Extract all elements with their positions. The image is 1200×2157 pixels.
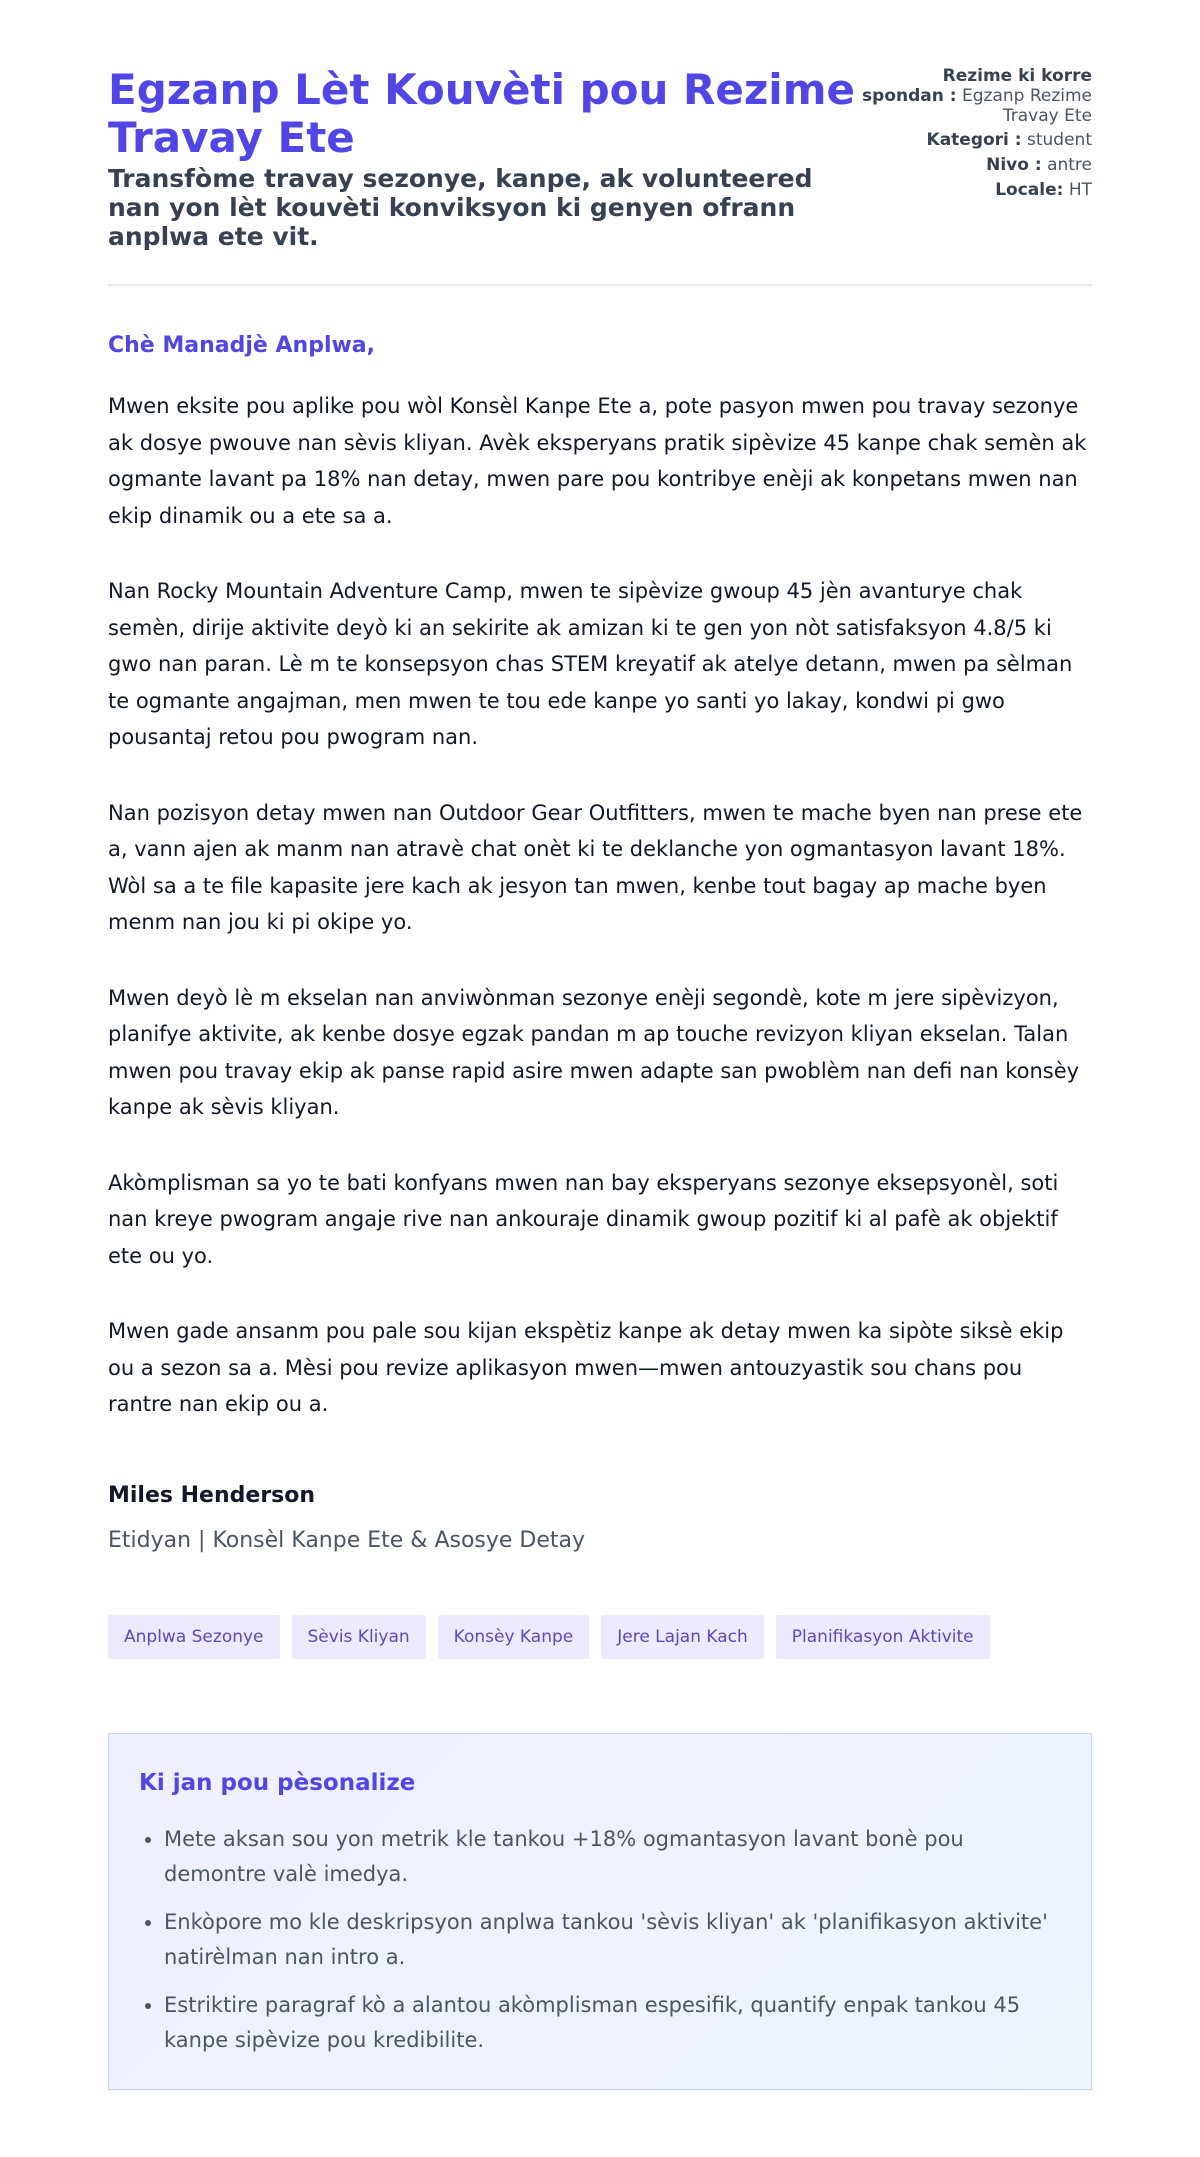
meta-level: [862, 155, 1092, 175]
tip-item: • Estriktire paragraf kò a alantou akòmplisman espesifik, quantify enpak tankou 45 kanpe sipèvize pou kredibilite.: [164, 1988, 1061, 2059]
meta-resume-value: Egzanp Rezime Travay Ete: [961, 86, 1092, 126]
letter-paragraph: Akòmplisman sa yo te bati konfyans mwen nan bay eksperyans sezonye eksepsyonèl, soti nan kreye pwogram angaje rive nan ankouraje dinamik gwoup pozitif ki al pafè ak objektif ete ou yo.: [108, 1170, 1059, 1268]
page-header: [108, 0, 1092, 286]
signature-role: Etidyan | Konsèl Kanpe Ete & Asosye Detay: [108, 1527, 586, 1553]
skill-tag: Anplwa Sezonye: [108, 1615, 280, 1659]
page-title: Egzanp Lèt Kouvèti pou Rezime Travay Ete: [108, 65, 855, 162]
meta-level-value: antre: [1047, 155, 1092, 175]
meta-locale-value: HT: [1068, 180, 1092, 200]
skill-tag: Konsèy Kanpe: [438, 1615, 590, 1659]
meta-resume: [862, 66, 1092, 126]
tips-list: [139, 1822, 1061, 2059]
letter-salutation: Chè Manadjè Anplwa,: [108, 333, 376, 358]
letter-paragraph: Nan pozisyon detay mwen nan Outdoor Gear Outfitters, mwen te mache byen nan prese ete a, vann ajen ak manm nan atravè chat onèt ki te deklanche yon ogmantasyon lavant 18%. Wòl sa a te file kapasite jere kach ak jesyon tan mwen, kenbe tout bagay ap mache byen menm nan jou ki pi okipe yo.: [108, 800, 1083, 934]
customization-tips-box: [108, 1733, 1092, 2090]
letter-paragraph: Nan Rocky Mountain Adventure Camp, mwen te sipèvize gwoup 45 jèn avanturye chak semèn, dirije aktivite deyò ki an sekirite ak amizan ki te gen yon nòt satisfaksyon 4.8/5 ki gwo nan paran. Lè m te konsepsyon chas STEM kreyatif ak atelye detann, mwen pa sèlman te ogmante angajman, men mwen te tou ede kanpe yo santi yo lakay, kondwi pi gwo pousantaj retou pou pwogram nan.: [108, 579, 1073, 749]
meta-panel: [862, 66, 1092, 205]
tip-item: • Enkòpore mo kle deskripsyon anplwa tankou 'sèvis kliyan' ak 'planifikasyon aktivite' natirèlman nan intro a.: [164, 1905, 1061, 1976]
skill-tag: Jere Lajan Kach: [601, 1615, 764, 1659]
letter-paragraph: Mwen eksite pou aplike pou wòl Konsèl Kanpe Ete a, pote pasyon mwen pou travay sezonye ak dosye pwouve nan sèvis kliyan. Avèk eksperyans pratik sipèvize 45 kanpe chak semèn ak ogmante lavant pa 18% nan detay, mwen pare pou kontribye enèji ak konpetans mwen nan ekip dinamik ou a ete sa a.: [108, 394, 1087, 528]
letter-paragraph: Mwen deyò lè m ekselan nan anviwònman sezonye enèji segondè, kote m jere sipèvizyon, planifye aktivite, ak kenbe dosye egzak pandan m ap touche revizyon kliyan ekselan. Talan mwen pou travay ekip ak panse rapid asire mwen adapte san pwoblèm nan defi nan konsèy kanpe ak sèvis kliyan.: [108, 985, 1080, 1119]
skill-tag: Planifikasyon Aktivite: [776, 1615, 990, 1659]
meta-locale-label: Locale:: [995, 180, 1064, 200]
meta-category: [862, 130, 1092, 150]
letter-paragraph: Mwen gade ansanm pou pale sou kijan ekspètiz kanpe ak detay mwen ka sipòte siksè ekip ou a sezon sa a. Mèsi pou revize aplikasyon mwen—mwen antouzyastik sou chans pou rantre nan ekip ou a.: [108, 1319, 1064, 1416]
signature-block: [108, 1481, 1092, 1555]
page-subtitle: Transfòme travay sezonye, kanpe, ak volunteered nan yon lèt kouvèti konviksyon ki genyen ofrann anplwa ete vit.: [108, 164, 813, 251]
meta-locale: [862, 180, 1092, 200]
signature-name: Miles Henderson: [108, 1482, 316, 1508]
tip-item: • Mete aksan sou yon metrik kle tankou +18% ogmantasyon lavant bonè pou demontre valè imedya.: [164, 1822, 1061, 1893]
skill-tag: Sèvis Kliyan: [292, 1615, 426, 1659]
meta-category-label: Kategori :: [926, 130, 1022, 150]
tips-title: Ki jan pou pèsonalize: [139, 1769, 416, 1796]
meta-resume-label: Rezime ki korre spondan :: [862, 66, 1092, 106]
meta-category-value: student: [1027, 130, 1092, 150]
skill-tags: [108, 1615, 1092, 1659]
meta-level-label: Nivo :: [986, 155, 1042, 175]
letter-body: [108, 388, 1092, 1423]
